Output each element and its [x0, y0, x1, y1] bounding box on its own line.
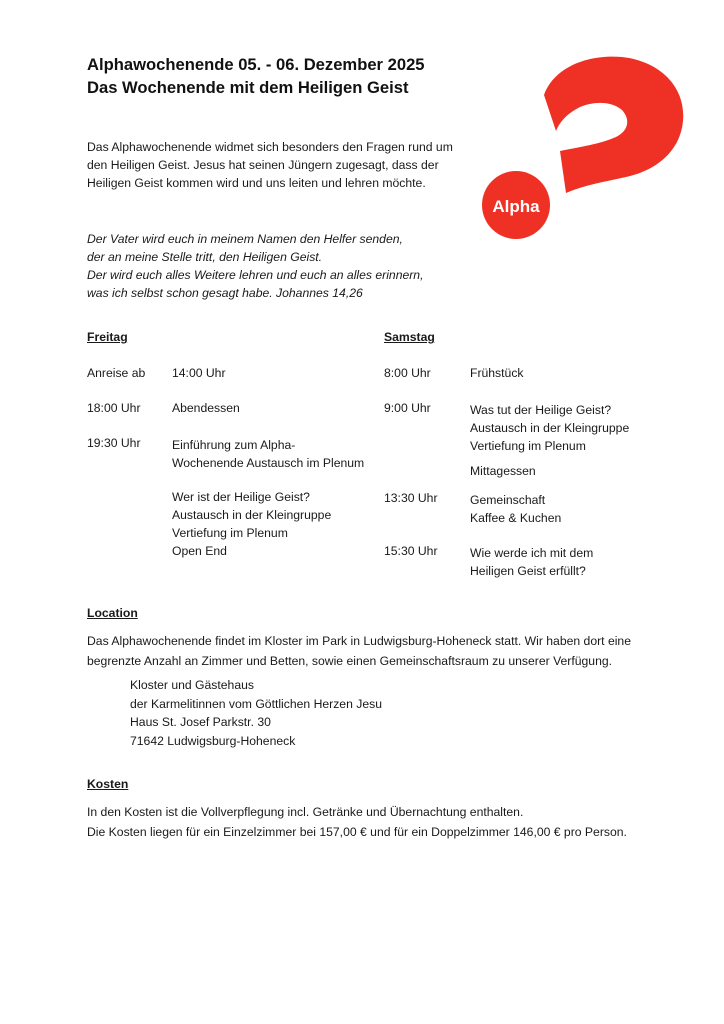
bible-quote [87, 230, 423, 302]
schedule-item: Mittagessen [470, 464, 536, 478]
schedule-item-line: Vertiefung im Plenum [470, 439, 586, 453]
schedule-item-line: Wochenende Austausch im Plenum [172, 456, 365, 470]
schedule-time: 19:30 Uhr [87, 436, 141, 450]
schedule-item: 14:00 Uhr [172, 366, 226, 380]
saturday-heading: Samstag [384, 330, 435, 344]
intro-paragraph [87, 138, 453, 192]
address-line: der Karmelitinnen vom Göttlichen Herzen Jesu [130, 696, 382, 711]
subtitle-line: Das Wochenende mit dem Heiligen Geist [87, 78, 409, 97]
costs-paragraph [87, 803, 627, 842]
quote-line: was ich selbst schon gesagt habe. Johannes 14,26 [87, 286, 363, 300]
alpha-logo [476, 55, 690, 241]
schedule-item-line: Wie werde ich mit dem [470, 546, 594, 560]
quote-line: Der wird euch alles Weitere lehren und euch an alles erinnern, [87, 268, 424, 282]
question-mark-logo-icon [476, 55, 690, 241]
schedule-item [172, 488, 331, 560]
address-line: Haus St. Josef Parkstr. 30 [130, 715, 271, 729]
schedule-item [172, 436, 364, 472]
schedule-item-line: Wer ist der Heilige Geist? [172, 490, 310, 504]
friday-heading: Freitag [87, 330, 128, 344]
logo-text: Alpha [492, 197, 540, 216]
title-line: Alphawochenende 05. - 06. Dezember 2025 [87, 55, 425, 74]
schedule-item-line: Austausch in der Kleingruppe [470, 421, 630, 435]
schedule-time: 13:30 Uhr [384, 491, 438, 505]
schedule-item [470, 401, 629, 455]
costs-line: Die Kosten liegen für ein Einzelzimmer bei 157,00 € und für ein Doppelzimmer 146,00 € pro Person. [87, 824, 627, 839]
schedule-item [470, 544, 593, 580]
address-line: Kloster und Gästehaus [130, 678, 254, 692]
schedule-time: 15:30 Uhr [384, 544, 438, 558]
schedule-item-line: Open End [172, 544, 227, 558]
location-line: begrenzte Anzahl an Zimmer und Betten, sowie einen Gemeinschaftsraum zu unserer Verfügung. [87, 653, 613, 668]
schedule-item-line: Heiligen Geist erfüllt? [470, 564, 586, 578]
schedule-item-line: Austausch in der Kleingruppe [172, 508, 332, 522]
schedule-item-line: Einführung zum Alpha- [172, 438, 296, 452]
schedule-time: 18:00 Uhr [87, 401, 141, 415]
quote-line: der an meine Stelle tritt, den Heiligen Geist. [87, 250, 323, 264]
address-line: 71642 Ludwigsburg-Hoheneck [130, 733, 296, 748]
location-paragraph [87, 632, 631, 671]
schedule-item-line: Kaffee & Kuchen [470, 511, 562, 525]
schedule-item-line: Was tut der Heilige Geist? [470, 403, 612, 417]
intro-line: Das Alphawochenende widmet sich besonders den Fragen rund um [87, 140, 453, 154]
page-title [87, 53, 425, 99]
costs-line: In den Kosten ist die Vollverpflegung incl. Getränke und Übernachtung enthalten. [87, 805, 524, 819]
schedule-item [470, 491, 561, 527]
schedule-time: Anreise ab [87, 366, 146, 380]
schedule-item: Frühstück [470, 366, 524, 380]
intro-line: Heiligen Geist kommen wird und uns leiten und lehren möchte. [87, 176, 426, 190]
schedule-item-line: Vertiefung im Plenum [172, 526, 288, 540]
costs-heading: Kosten [87, 777, 129, 791]
intro-line: den Heiligen Geist. Jesus hat seinen Jüngern zugesagt, dass der [87, 158, 439, 172]
quote-line: Der Vater wird euch in meinem Namen den Helfer senden, [87, 232, 403, 246]
address-block [130, 676, 382, 750]
location-line: Das Alphawochenende findet im Kloster im Park in Ludwigsburg-Hoheneck statt. Wir haben dort eine [87, 634, 631, 648]
schedule-time: 9:00 Uhr [384, 401, 431, 415]
location-heading: Location [87, 606, 138, 620]
schedule-item-line: Gemeinschaft [470, 493, 546, 507]
schedule-item: Abendessen [172, 401, 240, 415]
schedule-time: 8:00 Uhr [384, 366, 431, 380]
